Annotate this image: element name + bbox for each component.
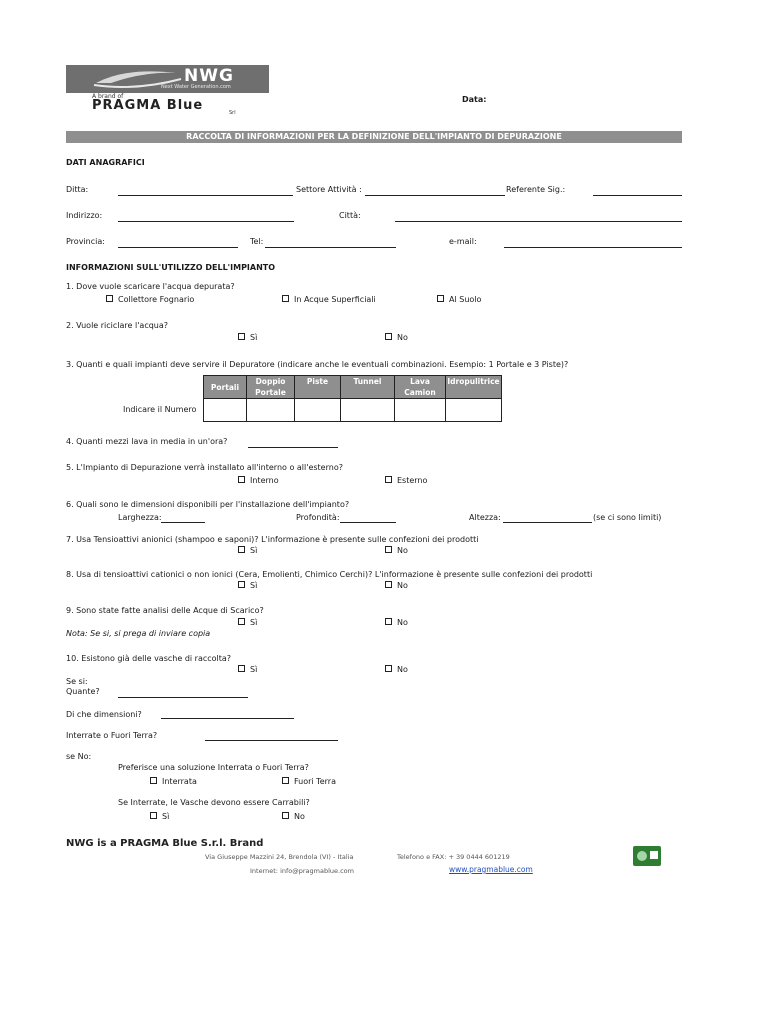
- provincia-label: Provincia:: [66, 237, 105, 246]
- nwg-brand-text: NWG: [184, 66, 234, 86]
- altezza-label: Altezza:: [469, 513, 501, 522]
- impianti-header-row: [204, 376, 502, 399]
- pragma-logo: [66, 93, 269, 120]
- quante-field[interactable]: [118, 697, 248, 698]
- input-tunnel[interactable]: [341, 399, 395, 422]
- input-portali[interactable]: [204, 399, 247, 422]
- checkbox-icon: [238, 333, 245, 340]
- q7-option-no-label: No: [397, 546, 408, 555]
- leaf-icon: [633, 846, 661, 866]
- checkbox-icon: [385, 476, 392, 483]
- checkbox-icon: [150, 812, 157, 819]
- ditta-field[interactable]: [118, 195, 293, 196]
- q9-note: Nota: Se si, si prega di inviare copia: [66, 629, 211, 638]
- input-doppio-portale[interactable]: [247, 399, 295, 422]
- larghezza-field[interactable]: [161, 522, 205, 523]
- q8-option-si[interactable]: [238, 581, 257, 591]
- checkbox-icon: [238, 581, 245, 588]
- input-piste[interactable]: [295, 399, 341, 422]
- carrabili-option-si[interactable]: [150, 812, 169, 822]
- referente-field[interactable]: [593, 195, 682, 196]
- q1-text: 1. Dove vuole scaricare l'acqua depurata?: [66, 282, 235, 291]
- q1-option-suolo-label: Al Suolo: [449, 295, 482, 304]
- form-title-banner: RACCOLTA DI INFORMAZIONI PER LA DEFINIZIONE DELL'IMPIANTO DI DEPURAZIONE: [66, 131, 682, 143]
- checkbox-icon: [385, 665, 392, 672]
- q8-option-no[interactable]: [385, 581, 408, 591]
- impianti-input-row: [204, 399, 502, 422]
- q4-text: 4. Quanti mezzi lava in media in un'ora?: [66, 437, 228, 446]
- q9-text: 9. Sono state fatte analisi delle Acque di Scarico?: [66, 606, 264, 615]
- checkbox-icon: [385, 618, 392, 625]
- q7-option-no[interactable]: [385, 546, 408, 556]
- carrabili-text: Se Interrate, le Vasche devono essere Carrabili?: [118, 798, 310, 807]
- q10-option-no[interactable]: [385, 665, 408, 675]
- email-label: e-mail:: [449, 237, 477, 246]
- checkbox-icon: [238, 618, 245, 625]
- q7-option-si-label: Sì: [250, 546, 258, 555]
- q1-option-acque[interactable]: [282, 295, 376, 305]
- q6-text: 6. Quali sono le dimensioni disponibili per l'installazione dell'impianto?: [66, 500, 350, 509]
- q5-option-esterno-label: Esterno: [397, 476, 428, 485]
- carrabili-option-si-label: Sì: [162, 812, 170, 821]
- pragma-company-suffix: Srl: [229, 110, 236, 116]
- checkbox-icon: [238, 665, 245, 672]
- profondita-label: Profondità:: [296, 513, 340, 522]
- settore-field[interactable]: [365, 195, 505, 196]
- section-dati-anagrafici: DATI ANAGRAFICI: [66, 158, 145, 167]
- q3-text: 3. Quanti e quali impianti deve servire il Depuratore (indicare anche le eventuali combinazioni. Esempio: 1 Portale e 3 Piste)?: [66, 360, 569, 369]
- impianti-table: [203, 375, 502, 422]
- q8-text: 8. Usa di tensioattivi cationici o non ionici (Cera, Emolienti, Chimico Cerchi)? L'informazione è presente sulle confezioni dei prodotti: [66, 570, 593, 579]
- q8-option-si-label: Sì: [250, 581, 258, 590]
- q2-option-si-label: Sì: [250, 333, 258, 342]
- checkbox-icon: [385, 333, 392, 340]
- section-utilizzo: INFORMAZIONI SULL'UTILIZZO DELL'IMPIANTO: [66, 263, 276, 272]
- dimensioni-field[interactable]: [161, 718, 294, 719]
- option-interrata[interactable]: [150, 777, 197, 787]
- q2-option-si[interactable]: [238, 333, 257, 343]
- col-lava-camion: Lava Camion: [395, 376, 446, 399]
- checkbox-icon: [437, 295, 444, 302]
- nwg-tagline: Next Water Generation.com: [161, 84, 231, 90]
- preferisce-text: Preferisce una soluzione Interrata o Fuori Terra?: [118, 763, 309, 772]
- q7-option-si[interactable]: [238, 546, 257, 556]
- larghezza-label: Larghezza:: [118, 513, 162, 522]
- q8-option-no-label: No: [397, 581, 408, 590]
- q10-option-si[interactable]: [238, 665, 257, 675]
- q9-option-no[interactable]: [385, 618, 408, 628]
- interrate-field[interactable]: [205, 740, 338, 741]
- date-label: Data:: [462, 95, 487, 104]
- checkbox-icon: [238, 546, 245, 553]
- q3-row-label: Indicare il Numero: [123, 405, 197, 414]
- q9-option-si-label: Sì: [250, 618, 258, 627]
- checkbox-icon: [238, 476, 245, 483]
- option-fuori-terra-label: Fuori Terra: [294, 777, 336, 786]
- q9-option-no-label: No: [397, 618, 408, 627]
- checkbox-icon: [282, 777, 289, 784]
- a-brand-of-label: A brand of: [92, 93, 124, 100]
- input-lava-camion[interactable]: [395, 399, 446, 422]
- provincia-field[interactable]: [118, 247, 238, 248]
- dimensioni-label: Di che dimensioni?: [66, 710, 142, 719]
- q2-option-no[interactable]: [385, 333, 408, 343]
- altezza-note: (se ci sono limiti): [593, 513, 662, 522]
- q1-option-acque-label: In Acque Superficiali: [294, 295, 376, 304]
- footer-phone: Telefono e FAX: + 39 0444 601219: [397, 853, 510, 861]
- checkbox-icon: [385, 581, 392, 588]
- se-si-label: Se si:: [66, 677, 88, 686]
- certification-badge-icon: [633, 846, 661, 866]
- pragma-company-name: PRAGMA Blue: [92, 98, 204, 113]
- q5-option-interno-label: Interno: [250, 476, 279, 485]
- checkbox-icon: [106, 295, 113, 302]
- footer-internet: Internet: info@pragmablue.com: [250, 867, 354, 875]
- citta-field[interactable]: [395, 221, 682, 222]
- indirizzo-label: Indirizzo:: [66, 211, 103, 220]
- checkbox-icon: [282, 295, 289, 302]
- footer-address: Via Giuseppe Mazzini 24, Brendola (VI) - Italia: [205, 853, 354, 861]
- q9-option-si[interactable]: [238, 618, 257, 628]
- col-piste: Piste: [295, 376, 341, 399]
- citta-label: Città:: [339, 211, 361, 220]
- q10-option-si-label: Sì: [250, 665, 258, 674]
- q5-option-interno[interactable]: [238, 476, 279, 486]
- referente-label: Referente Sig.:: [506, 185, 566, 194]
- carrabili-option-no[interactable]: [282, 812, 305, 822]
- checkbox-icon: [150, 777, 157, 784]
- col-doppio-portale: Doppio Portale: [247, 376, 295, 399]
- q1-option-suolo[interactable]: [437, 295, 481, 305]
- footer-brand: NWG is a PRAGMA Blue S.r.l. Brand: [66, 838, 264, 849]
- q2-text: 2. Vuole riciclare l'acqua?: [66, 321, 169, 330]
- q5-option-esterno[interactable]: [385, 476, 427, 486]
- q2-option-no-label: No: [397, 333, 408, 342]
- col-idropulitrice: Idropulitrice: [446, 376, 502, 399]
- input-idropulitrice[interactable]: [446, 399, 502, 422]
- option-interrata-label: Interrata: [162, 777, 197, 786]
- profondita-field[interactable]: [340, 522, 396, 523]
- q1-option-collettore-label: Collettore Fognario: [118, 295, 195, 304]
- col-portali: Portali: [204, 376, 247, 399]
- tel-label: Tel:: [250, 237, 264, 246]
- settore-label: Settore Attività :: [296, 185, 362, 194]
- se-no-label: se No:: [66, 752, 92, 761]
- quante-label: Quante?: [66, 687, 100, 696]
- carrabili-option-no-label: No: [294, 812, 305, 821]
- email-field[interactable]: [504, 247, 682, 248]
- q7-text: 7. Usa Tensioattivi anionici (shampoo e saponi)? L'informazione è presente sulle confezioni dei prodotti: [66, 535, 479, 544]
- altezza-field[interactable]: [503, 522, 592, 523]
- q1-option-collettore[interactable]: [106, 295, 194, 305]
- q4-field[interactable]: [248, 447, 338, 448]
- indirizzo-field[interactable]: [118, 221, 294, 222]
- col-tunnel: Tunnel: [341, 376, 395, 399]
- nwg-logo: [66, 65, 269, 93]
- interrate-label: Interrate o Fuori Terra?: [66, 731, 158, 740]
- ditta-label: Ditta:: [66, 185, 89, 194]
- q5-text: 5. L'Impianto di Depurazione verrà installato all'interno o all'esterno?: [66, 463, 343, 472]
- footer-website-link[interactable]: www.pragmablue.com: [449, 865, 533, 874]
- q10-text: 10. Esistono già delle vasche di raccolta?: [66, 654, 232, 663]
- checkbox-icon: [282, 812, 289, 819]
- q10-option-no-label: No: [397, 665, 408, 674]
- tel-field[interactable]: [265, 247, 396, 248]
- option-fuori-terra[interactable]: [282, 777, 336, 787]
- checkbox-icon: [385, 546, 392, 553]
